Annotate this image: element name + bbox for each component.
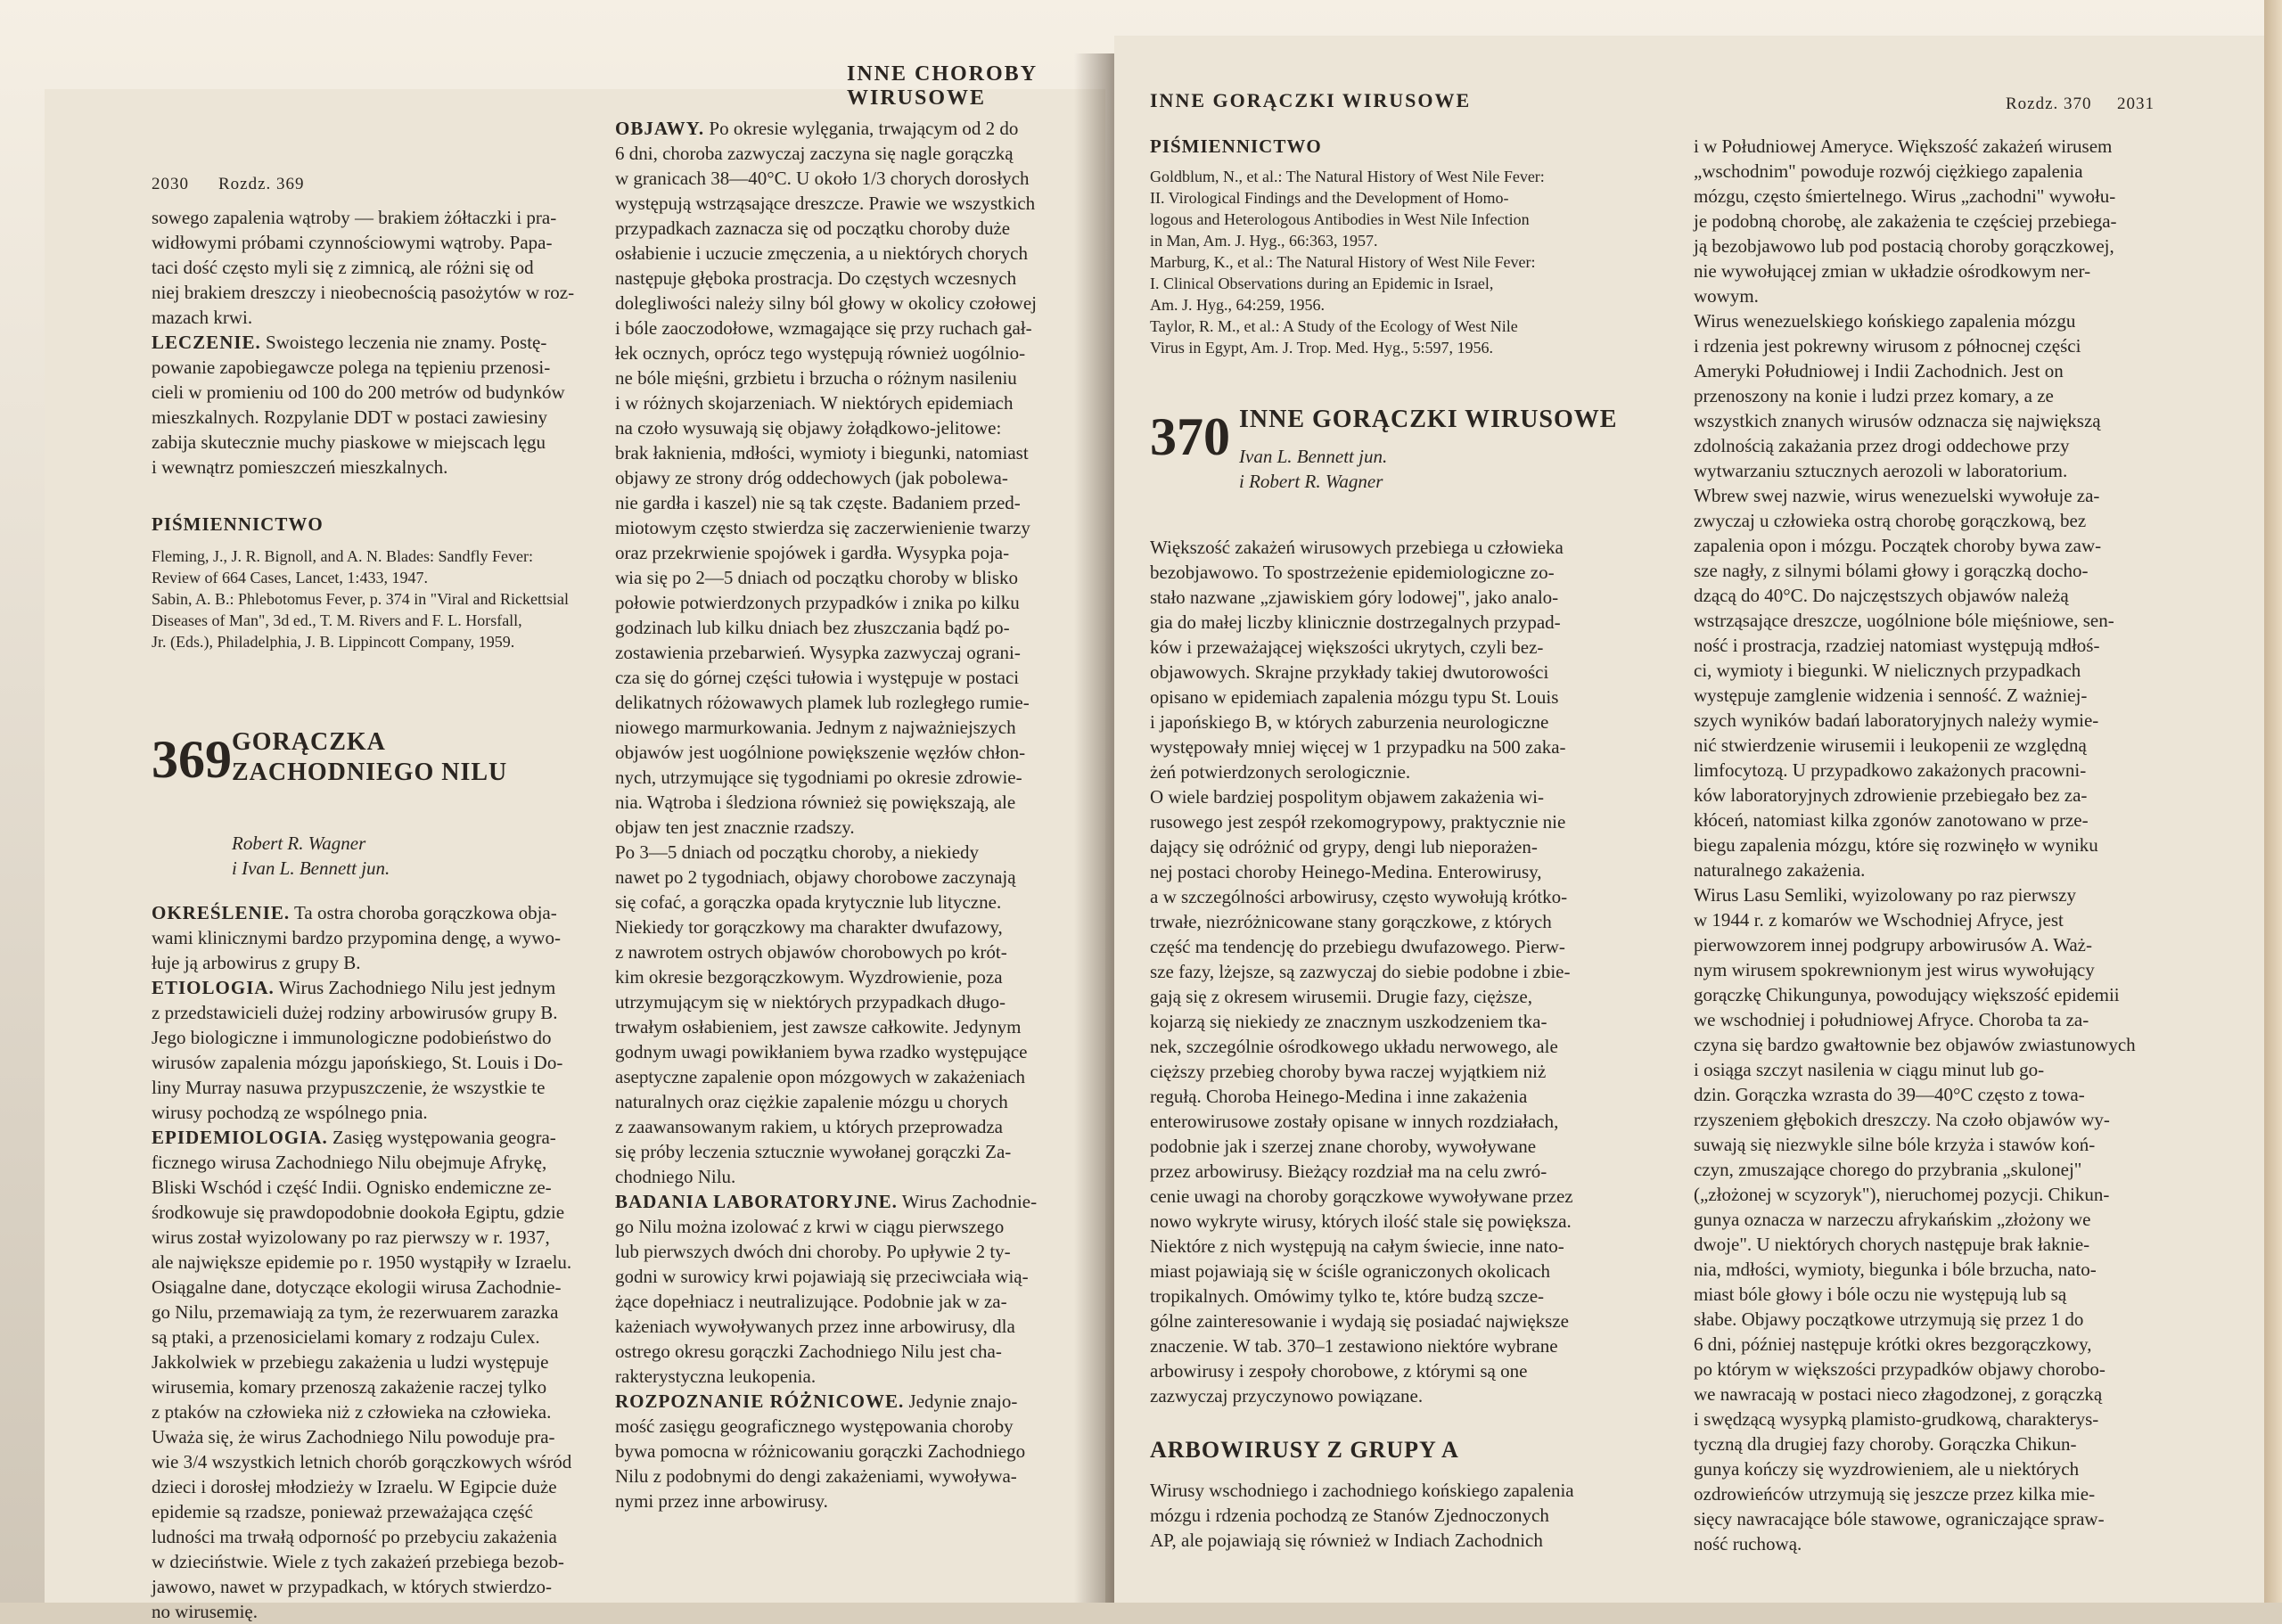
- text-line: delikatnych różowawych plamek lub rozległego rumie-: [615, 692, 1030, 713]
- chapter-369-heading: [152, 715, 633, 831]
- text-line: szych wyników badań laboratoryjnych należy wymie-: [1694, 709, 2099, 731]
- text-line: Większość zakażeń wirusowych przebiega u człowieka: [1150, 537, 1564, 558]
- author-2: i Robert R. Wagner: [1239, 471, 1383, 492]
- text-line: Po 3—5 dniach od początku choroby, a niekiedy: [615, 841, 980, 863]
- text-line: nia. Wątroba i śledziona również się powiększają, ale: [615, 791, 1016, 813]
- text-line: suwają się niezwykle silne bóle krzyża i stawów koń-: [1694, 1134, 2096, 1155]
- text-line: czyn, zmuszające chorego do przybrania „skulonej": [1694, 1159, 2082, 1180]
- chapter-title-line1: GORĄCZKA: [232, 728, 386, 756]
- text-line: logous and Heterologous Antibodies in West Nile Infection: [1150, 210, 1530, 228]
- text-line: naturalnych oraz ciężkie zapalenie mózgu u chorych: [615, 1091, 1008, 1112]
- text-line: przypadkach zaznacza się od początku choroby duże: [615, 217, 1011, 239]
- text-line: i w Południowej Ameryce. Większość zakażeń wirusem: [1694, 135, 2113, 157]
- text-line: i japońskiego B, w których zaburzenia neurologiczne: [1150, 711, 1549, 733]
- text-line: wami klinicznymi bardzo przypomina dengę, a wywo-: [152, 927, 561, 948]
- text-line: godnym uwagi powikłaniem bywa rzadko występujące: [615, 1041, 1028, 1062]
- text-line: stało nazwane „zjawiskiem góry lodowej", jako analo-: [1150, 586, 1559, 608]
- text-line: i swędzącą wysypką plamisto-grudkową, charakterys-: [1694, 1408, 2099, 1430]
- text-line: wszystkich znanych wirusów odznacza się największą: [1694, 410, 2101, 431]
- text-line: trwałe, niezróżnicowane stany gorączkowe, z których: [1150, 911, 1552, 932]
- text-line: łuje ją arbowirus z grupy B.: [152, 952, 361, 973]
- text-line: występowały mniej więcej w 1 przypadku na 500 zaka-: [1150, 736, 1566, 758]
- etiologia-heading: ETIOLOGIA.: [152, 977, 275, 998]
- text-line: ozdrowieńców utrzymują się jeszcze przez kilka mie-: [1694, 1483, 2096, 1505]
- text-line: w dzieciństwie. Wiele z tych zakażeń przebiega bezob-: [152, 1551, 564, 1572]
- right-page-number: 2031: [2117, 94, 2155, 113]
- text-line: tropikalnych. Omówimy tylko te, które budzą szcze-: [1150, 1285, 1545, 1307]
- text-line: są ptaki, a przenosicielami komary z rodzaju Culex.: [152, 1326, 540, 1348]
- text-line: go Nilu można izolować z krwi w ciągu pierwszego: [615, 1216, 1005, 1237]
- text-line: przez arbowirusy. Bieżący rozdział ma na celu zwró-: [1150, 1161, 1547, 1182]
- text-line: mazach krwi.: [152, 307, 253, 328]
- section-text: [1150, 1478, 1667, 1553]
- text-line: ją bezobjawowo lub pod postacią choroby gorączkowej,: [1694, 235, 2114, 257]
- text-line: sze fazy, lżejsze, są zazwyczaj do siebie podobne i zbie-: [1150, 961, 1571, 982]
- text-line: wirus został wyizolowany po raz pierwszy w r. 1937,: [152, 1226, 550, 1248]
- text-line: Taylor, R. M., et al.: A Study of the Ecology of West Nile: [1150, 317, 1518, 335]
- text-line: nie gardła i kaszel) nie są tak częste. Badaniem przed-: [615, 492, 1021, 513]
- text-line: we nawracają w postaci nieco złagodzonej, z gorączką: [1694, 1383, 2103, 1405]
- right-page: [1114, 36, 2264, 1603]
- text-line: ność ruchową.: [1694, 1533, 1802, 1554]
- text-line: O wiele bardziej pospolitym objawem zakażenia wi-: [1150, 786, 1545, 808]
- left-page: [45, 62, 1105, 1622]
- text-line: w granicach 38—40°C. U około 1/3 chorych dorosłych: [615, 168, 1030, 189]
- text-line: nej postaci choroby Heinego-Medina. Enterowirusy,: [1150, 861, 1542, 882]
- text-line: Jr. (Eds.), Philadelphia, J. B. Lippincott Company, 1959.: [152, 633, 515, 651]
- text-line: ostrego okresu gorączki Zachodniego Nilu jest cha-: [615, 1341, 1002, 1362]
- text-line: gunya oznacza w narzeczu afrykańskim „złożony we: [1694, 1209, 2091, 1230]
- left-running-head: INNE CHOROBY WIRUSOWE: [847, 62, 1038, 110]
- text-line: Ameryki Południowej i Indii Zachodnich. Jest on: [1694, 360, 2064, 381]
- text-line: po którym w większości przypadków objawy chorobo-: [1694, 1358, 2106, 1380]
- objawy-heading: OBJAWY.: [615, 118, 705, 139]
- text-line: gorączkę Chikungunya, powodujący większość epidemii: [1694, 984, 2120, 1005]
- right-column-2: [1694, 134, 2229, 1556]
- text-line: Virus in Egypt, Am. J. Trop. Med. Hyg., 5:597, 1956.: [1150, 339, 1493, 357]
- text-line: się cofać, a gorączka opada krytycznie lub lityczne.: [615, 891, 1002, 913]
- chapter-number: 369: [152, 730, 232, 789]
- text-line: miotowym często stwierdza się zaczerwienienie twarzy: [615, 517, 1030, 538]
- text-line: żeń potwierdzonych serologicznie.: [1150, 761, 1411, 783]
- text-line: niowego marmurkowania. Jednym z najważniejszych: [615, 717, 1016, 738]
- text-line: z ptaków na człowieka niż z człowieka na człowieka.: [152, 1401, 552, 1423]
- text-line: wirusów zapalenia mózgu japońskiego, St. Louis i Do-: [152, 1052, 563, 1073]
- text-line: widłowymi próbami czynnościowymi wątroby. Papa-: [152, 232, 553, 253]
- text-line: ci, wymioty i biegunki. W nielicznych przypadkach: [1694, 660, 2081, 681]
- epidemiologia-paragraph: [152, 1125, 633, 1624]
- leczenie-heading: LECZENIE.: [152, 332, 261, 353]
- text-line: nym wirusem spokrewnionym jest wirus wywołujący: [1694, 959, 2095, 980]
- text-line: je podobną chorobę, ale zakażenia te częściej przebiega-: [1694, 210, 2117, 232]
- text-line: bezobjawowo. To spostrzeżenie epidemiologiczne zo-: [1150, 562, 1555, 583]
- text-line: mieszkalnych. Rozpylanie DDT w postaci zawiesiny: [152, 406, 547, 428]
- text-line: ficznego wirusa Zachodniego Nilu obejmuje Afrykę,: [152, 1152, 547, 1173]
- etiologia-paragraph: [152, 975, 633, 1125]
- text-line: dzieci i dorosłej młodzieży w Izraelu. W Egipcie duże: [152, 1476, 557, 1497]
- text-line: Wirus wenezuelskiego końskiego zapalenia mózgu: [1694, 310, 2076, 332]
- text-line: Am. J. Hyg., 64:259, 1956.: [1150, 296, 1326, 314]
- intro-text: [1150, 535, 1667, 1408]
- text-line: limfocytozą. U przypadkowo zakażonych pracowni-: [1694, 759, 2087, 781]
- text-line: ale największe epidemie po r. 1950 wystąpiły w Izraelu.: [152, 1251, 572, 1273]
- author-2: i Ivan L. Bennett jun.: [232, 857, 390, 879]
- badania-heading: BADANIA LABORATORYJNE.: [615, 1191, 898, 1212]
- text-line: na czoło wysuwają się objawy żołądkowo-jelitowe:: [615, 417, 1002, 439]
- text-line: wirusemia, komary przenoszą zakażenie raczej tylko: [152, 1376, 547, 1398]
- text-line: lub pierwszych dwóch dni choroby. Po upływie 2 ty-: [615, 1241, 1011, 1262]
- text-line: zabija skutecznie muchy piaskowe w miejscach lęgu: [152, 431, 546, 453]
- text-line: regułą. Choroba Heinego-Medina i inne zakażenia: [1150, 1086, 1528, 1107]
- text-line: Osiągalne dane, dotyczące ekologii wirusa Zachodnie-: [152, 1276, 562, 1298]
- text-line: pierwowzorem innej podgrupy arbowirusów A. Waż-: [1694, 934, 2092, 956]
- text-line: się próby leczenia sztucznie wywołanej gorączki Za-: [615, 1141, 1012, 1162]
- text-line: Jakkolwiek w przebiegu zakażenia u ludzi występuje: [152, 1351, 549, 1373]
- right-running-head: INNE GORĄCZKI WIRUSOWE: [1150, 89, 1472, 111]
- text-line: rusowego jest zespół rzekomogrypowy, praktycznie nie: [1150, 811, 1566, 833]
- text-line: Ta ostra choroba gorączkowa obja-: [290, 902, 557, 923]
- text-line: przenoszony na konie i ludzi przez komary, a ze: [1694, 385, 2054, 406]
- text-line: cięższy przebieg choroby bywa raczej wyjątkiem niż: [1150, 1061, 1547, 1082]
- text-line: Zasięg występowania geogra-: [327, 1127, 556, 1148]
- text-line: występuje zamglenie widzenia i senność. Z ważniej-: [1694, 685, 2088, 706]
- text-line: 6 dni, później następuje krótki okres bezgorączkowy,: [1694, 1333, 2092, 1355]
- text-line: no wirusemię.: [152, 1601, 258, 1622]
- text-line: gia do małej liczby klinicznie dostrzegalnych przypad-: [1150, 611, 1561, 633]
- text-line: rakterystyczna leukopenia.: [615, 1366, 817, 1387]
- text-line: AP, ale pojawiają się również w Indiach Zachodnich: [1150, 1530, 1543, 1551]
- text-line: Bliski Wschód i część Indii. Ognisko endemiczne ze-: [152, 1177, 552, 1198]
- text-line: tyczną dla drugiej fazy choroby. Gorączka Chikun-: [1694, 1433, 2077, 1455]
- text-line: objawowych. Skrajne przykłady takiej dwutorowości: [1150, 661, 1549, 683]
- left-column-2: [615, 116, 1096, 1513]
- text-line: Uważa się, że wirus Zachodniego Nilu powoduje pra-: [152, 1426, 555, 1448]
- text-line: i bóle zaoczodołowe, wzmagające się przy ruchach gał-: [615, 317, 1032, 339]
- text-line: wia się po 2—5 dniach od początku choroby w blisko: [615, 567, 1018, 588]
- pismiennictwo-heading: PIŚMIENNICTWO: [1150, 135, 1322, 157]
- text-line: zwyczaj u człowieka ostrą chorobę gorączkową, bez: [1694, 510, 2087, 531]
- chapter-title-line2: ZACHODNIEGO NILU: [232, 759, 508, 786]
- text-line: ność i prostracja, rzadziej natomiast występują mdłoś-: [1694, 635, 2100, 656]
- text-line: utrzymującym się w niektórych przypadkach długo-: [615, 991, 1006, 1013]
- text-line: go Nilu, przemawiają za tym, że rezerwuarem zarazka: [152, 1301, 559, 1323]
- text-line: środkowuje się prawdopodobnie dookoła Egiptu, gdzie: [152, 1202, 565, 1223]
- text-line: Wirus Lasu Semliki, wyizolowany po raz pierwszy: [1694, 884, 2076, 906]
- text-line: wowym.: [1694, 285, 1759, 307]
- text-line: Wbrew swej nazwie, wirus wenezuelski wywołuje za-: [1694, 485, 2100, 506]
- text-line: znaczenie. W tab. 370–1 zestawiono niektóre wybrane: [1150, 1335, 1558, 1357]
- text-line: słabe. Objawy początkowe utrzymują się przez 1 do: [1694, 1308, 2084, 1330]
- text-line: gólne zainteresowanie i wydają się posiadać największe: [1150, 1310, 1569, 1332]
- text-line: każeniach wywoływanych przez inne arbowirusy, dla: [615, 1316, 1015, 1337]
- text-line: następuje głęboka prostracja. Do częstych wczesnych: [615, 267, 1017, 289]
- text-line: nek, szczególnie ośrodkowego układu nerwowego, ale: [1150, 1036, 1558, 1057]
- text-line: część ma tendencję do przebiegu dwufazowego. Pierw-: [1150, 936, 1565, 957]
- left-page-number: 2030: [152, 175, 189, 193]
- text-line: żące dopełniacz i neutralizujące. Podobnie jak w za-: [615, 1291, 1007, 1312]
- text-line: naturalnego zakażenia.: [1694, 859, 1866, 881]
- text-line: a w szczególności arbowirusy, często wywołują krótko-: [1150, 886, 1568, 907]
- text-line: we wschodniej i południowej Afryce. Choroba ta za-: [1694, 1009, 2089, 1030]
- text-line: kojarzą się niekiedy ze znacznym uszkodzeniem tka-: [1150, 1011, 1547, 1032]
- text-line: chodniego Nilu.: [615, 1166, 736, 1187]
- text-line: Niekiedy tor gorączkowy ma charakter dwufazowy,: [615, 916, 1003, 938]
- right-chapter-ref: Rozdz. 370: [2006, 94, 2092, 113]
- chapter-number: 370: [1150, 407, 1230, 466]
- text-line: „wschodnim" powoduje rozwój ciężkiego zapalenia: [1694, 160, 2083, 182]
- text-line: objawów jest uogólnione powiększenie węzłów chłon-: [615, 742, 1026, 763]
- text-line: z przedstawicieli dużej rodziny arbowirusów grupy B.: [152, 1002, 558, 1023]
- text-line: objaw ten jest znacznie rzadszy.: [615, 816, 855, 838]
- text-line: wytwarzaniu sztucznych aerozoli w laboratorium.: [1694, 460, 2068, 481]
- author-1: Ivan L. Bennett jun.: [1239, 446, 1388, 467]
- text-line: („złożonej w scyzoryk"), nieruchomej pozycji. Chikun-: [1694, 1184, 2110, 1205]
- epidemiologia-heading: EPIDEMIOLOGIA.: [152, 1127, 328, 1148]
- text-line: miast pojawiają się w ściśle ograniczonych okolicach: [1150, 1260, 1551, 1282]
- text-line: Po okresie wylęgania, trwającym od 2 do: [704, 118, 1019, 139]
- text-line: wirusy pochodzą ze wspólnego pnia.: [152, 1102, 428, 1123]
- text-line: sowego zapalenia wątroby — brakiem żółtaczki i pra-: [152, 207, 557, 228]
- text-line: Swoistego leczenia nie znamy. Postę-: [260, 332, 547, 353]
- text-line: dający się odróżnić od grypy, dengi lub nieporażen-: [1150, 836, 1538, 857]
- left-column-1: [152, 205, 633, 1624]
- text-line: objawy ze strony dróg oddechowych (jak pobolewa-: [615, 467, 1008, 488]
- text-line: Wirus Zachodnie-: [897, 1191, 1038, 1212]
- text-line: Sabin, A. B.: Phlebotomus Fever, p. 374 in "Viral and Rickettsial: [152, 590, 570, 608]
- text-line: opisano w epidemiach zapalenia mózgu typu St. Louis: [1150, 686, 1559, 708]
- text-line: występują wstrząsające dreszcze. Prawie we wszystkich: [615, 193, 1036, 214]
- text-line: łek ocznych, oprócz tego występują również uogólnio-: [615, 342, 1026, 364]
- text-line: ludności ma trwałą odporność po przebyciu zakażenia: [152, 1526, 557, 1547]
- text-line: zostawienia przebarwień. Wysypka zazwyczaj ograni-: [615, 642, 1021, 663]
- text-line: sze nagły, z silnymi bólami głowy i gorączką docho-: [1694, 560, 2089, 581]
- text-line: ków laboratoryjnych zdrowienie przebiegało bez za-: [1694, 784, 2088, 806]
- text-line: arbowirusy i zespoły chorobowe, z którymi są one: [1150, 1360, 1528, 1382]
- text-line: mózgu, często śmiertelnego. Wirus „zachodni" wywołu-: [1694, 185, 2116, 207]
- text-line: i wewnątrz pomieszczeń mieszkalnych.: [152, 456, 448, 478]
- text-line: gają się z okresem wirusemii. Drugie fazy, cięższe,: [1150, 986, 1532, 1007]
- text-line: czyna się bardzo gwałtownie bez objawów zwiastunowych: [1694, 1034, 2136, 1055]
- text-line: taci dość często myli się z zimnicą, ale różni się od: [152, 257, 534, 278]
- text-line: cenie uwagi na choroby gorączkowe wywoływane przez: [1150, 1185, 1573, 1207]
- chapter-370-heading: [1150, 401, 1667, 508]
- text-line: bywa pomocna w różnicowaniu gorączki Zachodniego: [615, 1440, 1026, 1462]
- text-line: brak łaknienia, mdłości, wymioty i biegunki, natomiast: [615, 442, 1029, 463]
- chapter-title: INNE GORĄCZKI WIRUSOWE: [1239, 406, 1618, 433]
- text-line: nia, mdłości, wymioty, biegunka i bóle brzucha, nato-: [1694, 1259, 2097, 1280]
- text-line: nymi przez inne arbowirusy.: [615, 1490, 828, 1512]
- text-line: powanie zapobiegawcze polega na tępieniu przenosi-: [152, 357, 551, 378]
- text-line: i w różnych skojarzeniach. W niektórych epidemiach: [615, 392, 1014, 414]
- text-line: dwoje". U niektórych chorych następuje brak łaknie-: [1694, 1234, 2090, 1255]
- text-line: godni w surowicy krwi pojawiają się przeciwciała wią-: [615, 1266, 1029, 1287]
- text-line: aseptyczne zapalenie opon mózgowych w zakażeniach: [615, 1066, 1026, 1087]
- text-line: gunya kończy się wyzdrowieniem, ale u niektórych: [1694, 1458, 2080, 1480]
- okreslenie-heading: OKREŚLENIE.: [152, 902, 291, 923]
- text-line: godzinach lub kilku dniach bez złuszczania bądź po-: [615, 617, 1010, 638]
- text-line: podobnie jak i szerzej znane choroby, wywoływane: [1150, 1136, 1537, 1157]
- text-line: oraz przekrwienie spojówek i gardła. Wysypka poja-: [615, 542, 1010, 563]
- text-line: Marburg, K., et al.: The Natural History of West Nile Fever:: [1150, 253, 1536, 271]
- text-line: i rdzenia jest pokrewny wirusom z północnej części: [1694, 335, 2081, 357]
- text-line: nić stwierdzenie wirusemii i leukopenii ze względną: [1694, 734, 2087, 756]
- text-line: wstrząsające dreszcze, uogólnione bóle mięśniowe, sen-: [1694, 610, 2114, 631]
- text-line: z nawrotem ostrych objawów chorobowych po krót-: [615, 941, 1007, 963]
- text-line: cza się do górnej części tułowia i występuje w postaci: [615, 667, 1020, 688]
- text-line: miast bóle głowy i bóle oczu nie występują lub są: [1694, 1284, 2067, 1305]
- text-line: mózgu i rdzenia pochodzą ze Stanów Zjednoczonych: [1150, 1505, 1549, 1526]
- text-line: Wirusy wschodniego i zachodniego końskiego zapalenia: [1150, 1480, 1574, 1501]
- rozpoznanie-heading: ROZPOZNANIE RÓŻNICOWE.: [615, 1390, 905, 1412]
- text-line: nie wywołującej zmian w układzie ośrodkowym ner-: [1694, 260, 2091, 282]
- badania-paragraph: [615, 1189, 1096, 1389]
- text-line: zapalenia opon i mózgu. Początek choroby bywa zaw-: [1694, 535, 2102, 556]
- text-line: Fleming, J., J. R. Bignoll, and A. N. Blades: Sandfly Fever:: [152, 547, 533, 565]
- text-line: kłóceń, natomiast kilka zgonów zanotowano w prze-: [1694, 809, 2089, 831]
- references-list: [152, 545, 633, 652]
- text-line: trwałym osłabieniem, jest zawsze całkowite. Jedynym: [615, 1016, 1022, 1038]
- text-line: jawowo, nawet w przypadkach, w których stwierdzo-: [152, 1576, 553, 1597]
- objawy-paragraph: [615, 116, 1096, 1189]
- rozpoznanie-paragraph: [615, 1389, 1096, 1513]
- text-line: enterowirusowe zostały opisane w innych rozdziałach,: [1150, 1111, 1559, 1132]
- paragraph-top: [152, 205, 633, 330]
- text-line: rzyszeniem głębokich dreszczy. Na czoło objawów wy-: [1694, 1109, 2110, 1130]
- text-line: zazwyczaj przyczynowo powiązane.: [1150, 1385, 1424, 1407]
- text-line: Review of 664 Cases, Lancet, 1:433, 1947.: [152, 569, 428, 586]
- text-line: z zaawansowanym rakiem, u których przeprowadza: [615, 1116, 1003, 1137]
- text-line: dolegliwości należy silny ból głowy w okolicy czołowej: [615, 292, 1037, 314]
- text-line: ne bóle mięśni, grzbietu i brzucha o różnym nasileniu: [615, 367, 1017, 389]
- left-chapter-ref: Rozdz. 369: [218, 175, 305, 193]
- text-line: dzącą do 40°C. Do najczęstszych objawów należą: [1694, 585, 2069, 606]
- text-line: sięcy nawracające bóle stawowe, ograniczające spraw-: [1694, 1508, 2105, 1530]
- text-line: Goldblum, N., et al.: The Natural History of West Nile Fever:: [1150, 168, 1545, 185]
- author-1: Robert R. Wagner: [232, 833, 366, 854]
- text-line: w 1944 r. z komarów we Wschodniej Afryce, jest: [1694, 909, 2064, 931]
- text-line: II. Virological Findings and the Development of Homo-: [1150, 189, 1509, 207]
- text-line: Jego biologiczne i immunologiczne podobieństwo do: [152, 1027, 552, 1048]
- text-line: niej brakiem dreszczy i nieobecnością pasożytów w roz-: [152, 282, 575, 303]
- text-line: Wirus Zachodniego Nilu jest jednym: [274, 977, 556, 998]
- text-line: Nilu z podobnymi do dengi zakażeniami, wywoływa-: [615, 1465, 1017, 1487]
- text-line: in Man, Am. J. Hyg., 66:363, 1957.: [1150, 232, 1378, 250]
- text-line: kim okresie bezgorączkowym. Wyzdrowienie, poza: [615, 966, 1003, 988]
- text-line: biegu zapalenia mózgu, które się rozwinęło w wyniku: [1694, 834, 2098, 856]
- text-line: osłabienie i uczucie zmęczenia, a u niektórych chorych: [615, 242, 1028, 264]
- text-line: nych, utrzymujące się tygodniami po okresie zdrowie-: [615, 767, 1022, 788]
- text-line: 6 dni, choroba zazwyczaj zaczyna się nagle gorączką: [615, 143, 1014, 164]
- text-line: dzin. Gorączka wzrasta do 39—40°C często z towa-: [1694, 1084, 2085, 1105]
- pismiennictwo-heading: PIŚMIENNICTWO: [152, 513, 324, 535]
- text-line: liny Murray nasuwa przypuszczenie, że wszystkie te: [152, 1077, 546, 1098]
- text-line: Diseases of Man", 3d ed., T. M. Rivers and F. L. Horsfall,: [152, 611, 522, 629]
- leczenie-paragraph: [152, 330, 633, 480]
- references-list: [1150, 166, 1667, 358]
- text-line: Jedynie znajo-: [904, 1390, 1018, 1412]
- okreslenie-paragraph: [152, 900, 633, 975]
- text-line: połowie potwierdzonych przypadków i znika po kilku: [615, 592, 1020, 613]
- text-line: i osiąga szczyt nasilenia w ciągu minut lub go-: [1694, 1059, 2045, 1080]
- right-column-1: [1150, 134, 1667, 1553]
- section-heading: ARBOWIRUSY Z GRUPY A: [1150, 1437, 1459, 1463]
- text-line: wie 3/4 wszystkich letnich chorób gorączkowych wśród: [152, 1451, 572, 1472]
- text-line: zdolnością zakażania przez drogi oddechowe przy: [1694, 435, 2070, 456]
- text-line: Niektóre z nich występują na całym świecie, inne nato-: [1150, 1235, 1564, 1257]
- text-line: epidemie są rzadsze, ponieważ przeważająca część: [152, 1501, 533, 1522]
- text-line: I. Clinical Observations during an Epidemic in Israel,: [1150, 275, 1494, 292]
- text-line: nawet po 2 tygodniach, objawy chorobowe zaczynają: [615, 866, 1016, 888]
- text-line: cieli w promieniu od 100 do 200 metrów od budynków: [152, 381, 565, 403]
- text-line: nowo wykryte wirusy, których ilość stale się powiększa.: [1150, 1210, 1572, 1232]
- page-edges: [2264, 0, 2282, 1603]
- text-line: ków i przeważającej większości ukrytych, czyli bez-: [1150, 636, 1544, 658]
- text-line: mość zasięgu geograficznego występowania choroby: [615, 1415, 1014, 1437]
